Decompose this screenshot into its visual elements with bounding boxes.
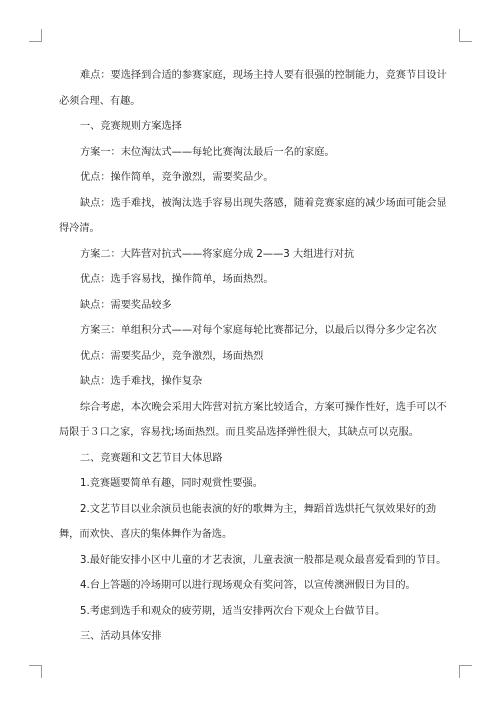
paragraph-plan-1-cons: 缺点：选手难找，被淘汰选手容易出现失落感，随着竞赛家庭的减少场面可能会显得冷清。 xyxy=(59,197,447,234)
heading-ideas: 二、竞赛题和文艺节目大体思路 xyxy=(80,452,223,464)
heading-rules: 一、竞赛规则方案选择 xyxy=(80,121,182,132)
paragraph-conclusion: 综合考虑，本次晚会采用大阵营对抗方案比较适合，方案可操作性好，选手可以不局限于３口之家，容易找;场面热烈。而且奖品选择弹性很大，其缺点可以克服。 xyxy=(59,401,447,438)
paragraph-plan-2-cons: 缺点：需要奖品较多 xyxy=(80,299,172,311)
paragraph-plan-1: 方案一：末位淘汰式——每轮比赛淘汰最后一名的家庭。 xyxy=(80,146,335,158)
paragraph-plan-2: 方案二：大阵营对抗式——将家庭分成 2——3 大组进行对抗 xyxy=(80,248,355,260)
crop-mark-bottom-left xyxy=(29,665,42,678)
crop-mark-top-left xyxy=(29,29,42,42)
list-item-4: 4.台上答题的冷场期可以进行现场观众有奖问答，以宣传澳洲假日为目的。 xyxy=(80,580,416,591)
list-item-3: 3.最好能安排小区中儿童的才艺表演，儿童表演一般都是观众最喜爱看到的节目。 xyxy=(80,554,447,566)
paragraph-plan-3: 方案三：单组积分式——对每个家庭每轮比赛都记分，以最后以得分多少定名次 xyxy=(80,325,437,336)
list-item-5: 5.考虑到选手和观众的疲劳期，适当安排两次台下观众上台做节目。 xyxy=(80,605,386,617)
crop-mark-top-right xyxy=(459,29,472,42)
paragraph-plan-3-cons: 缺点：选手难找，操作复杂 xyxy=(80,376,203,387)
crop-mark-bottom-right xyxy=(459,665,472,678)
list-item-2: 2.文艺节目以业余演员也能表演的好的歌舞为主，舞蹈首选烘托气氛效果好的劲舞，而欢快、喜庆的集体舞作为备选。 xyxy=(59,503,437,540)
paragraph-plan-3-pros: 优点：需要奖品少，竞争激烈，场面热烈 xyxy=(80,350,264,362)
list-item-1: 1.竞赛题要简单有趣，同时观赏性要强。 xyxy=(80,478,263,489)
heading-schedule: 三、活动具体安排 xyxy=(80,631,162,642)
paragraph-plan-1-pros: 优点：操作简单，竞争激烈，需要奖品少。 xyxy=(80,172,274,183)
document-body xyxy=(59,63,447,650)
paragraph-plan-2-pros: 优点：选手容易找，操作简单，场面热烈。 xyxy=(80,274,274,285)
paragraph-difficulty: 难点：要选择到合适的参赛家庭，现场主持人要有很强的控制能力，竞赛节目设计必须合理、有趣。 xyxy=(59,70,447,107)
